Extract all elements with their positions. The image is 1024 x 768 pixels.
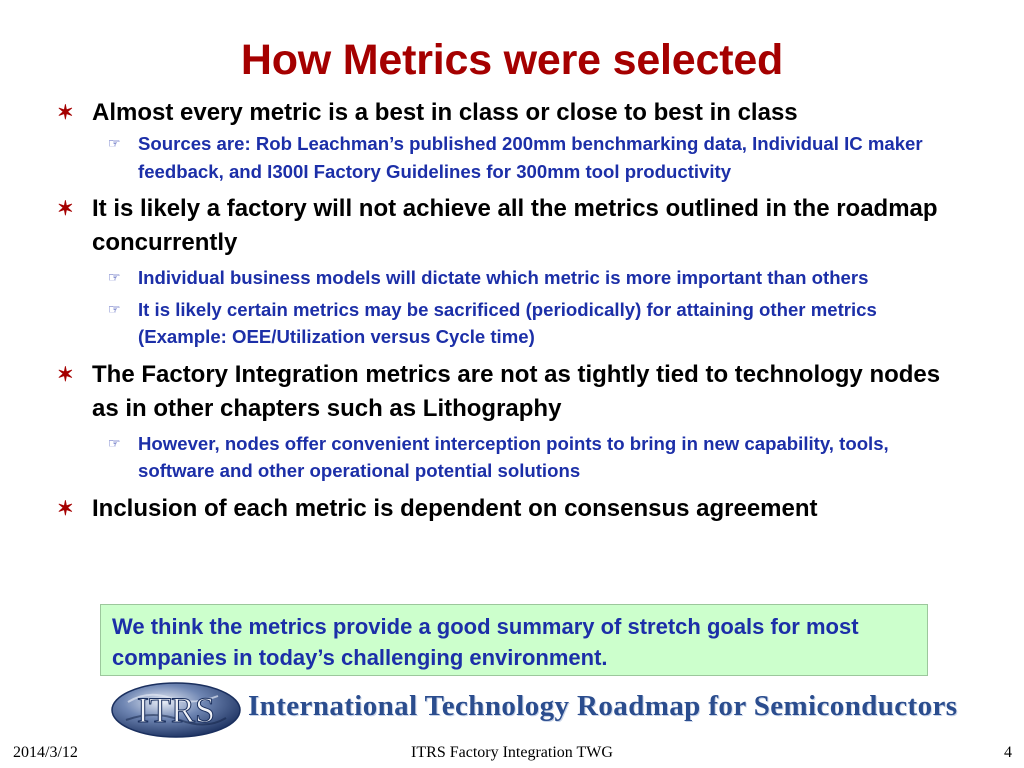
sub-bullet-text: It is likely certain metrics may be sacrificed (periodically) for attaining other metrics (Example: OEE/Utilization versus Cycle time) [138,298,877,347]
pointing-hand-icon: ☞ [108,269,121,285]
logo-text: International Technology Roadmap for Semiconductors [248,690,958,722]
star-bullet-icon: ✶ [57,102,74,124]
page-number: 4 [1004,744,1012,761]
slide-title: How Metrics were selected [240,36,784,84]
callout-box: We think the metrics provide a good summary of stretch goals for most companies in today’s challenging environment. [100,604,928,676]
bullet-item [57,492,964,526]
emblem-lettering: ITRS [136,690,216,730]
footer-date: 2014/3/12 [13,744,78,761]
itrs-logo [108,680,958,740]
globe-emblem-icon [108,680,248,740]
footer-title: ITRS Factory Integration TWG [411,744,613,761]
bullet-text: It is likely a factory will not achieve all the metrics outlined in the roadmap concurrently [92,195,938,256]
sub-bullet-text: However, nodes offer convenient interception points to bring in new capability, tools, software and other operational potential solutions [138,432,889,481]
sub-bullet-item [108,130,964,185]
star-bullet-icon: ✶ [57,198,74,220]
star-bullet-icon: ✶ [57,497,74,520]
bullet-text: Almost every metric is a best in class or close to best in class [92,99,798,126]
sub-bullet-text: Sources are: Rob Leachman’s published 200mm benchmarking data, Individual IC maker feedback, and I300I Factory Guidelines for 300mm tool productivity [138,133,923,182]
sub-bullet-item [108,430,964,485]
sub-bullet-text: Individual business models will dictate which metric is more important than others [138,267,869,288]
bullet-text: The Factory Integration metrics are not as tightly tied to technology nodes as in other chapters such as Lithography [92,360,941,422]
sub-bullet-item [108,264,964,292]
sub-bullet-item [108,296,964,351]
bullet-text: Inclusion of each metric is dependent on consensus agreement [92,494,818,522]
bullet-item [57,358,964,426]
bullet-list [0,96,1024,526]
bullet-item [57,96,964,130]
pointing-hand-icon: ☞ [108,300,121,317]
pointing-hand-icon: ☞ [108,434,121,451]
pointing-hand-icon: ☞ [108,135,121,151]
star-bullet-icon: ✶ [57,363,74,386]
bullet-item [57,192,964,260]
